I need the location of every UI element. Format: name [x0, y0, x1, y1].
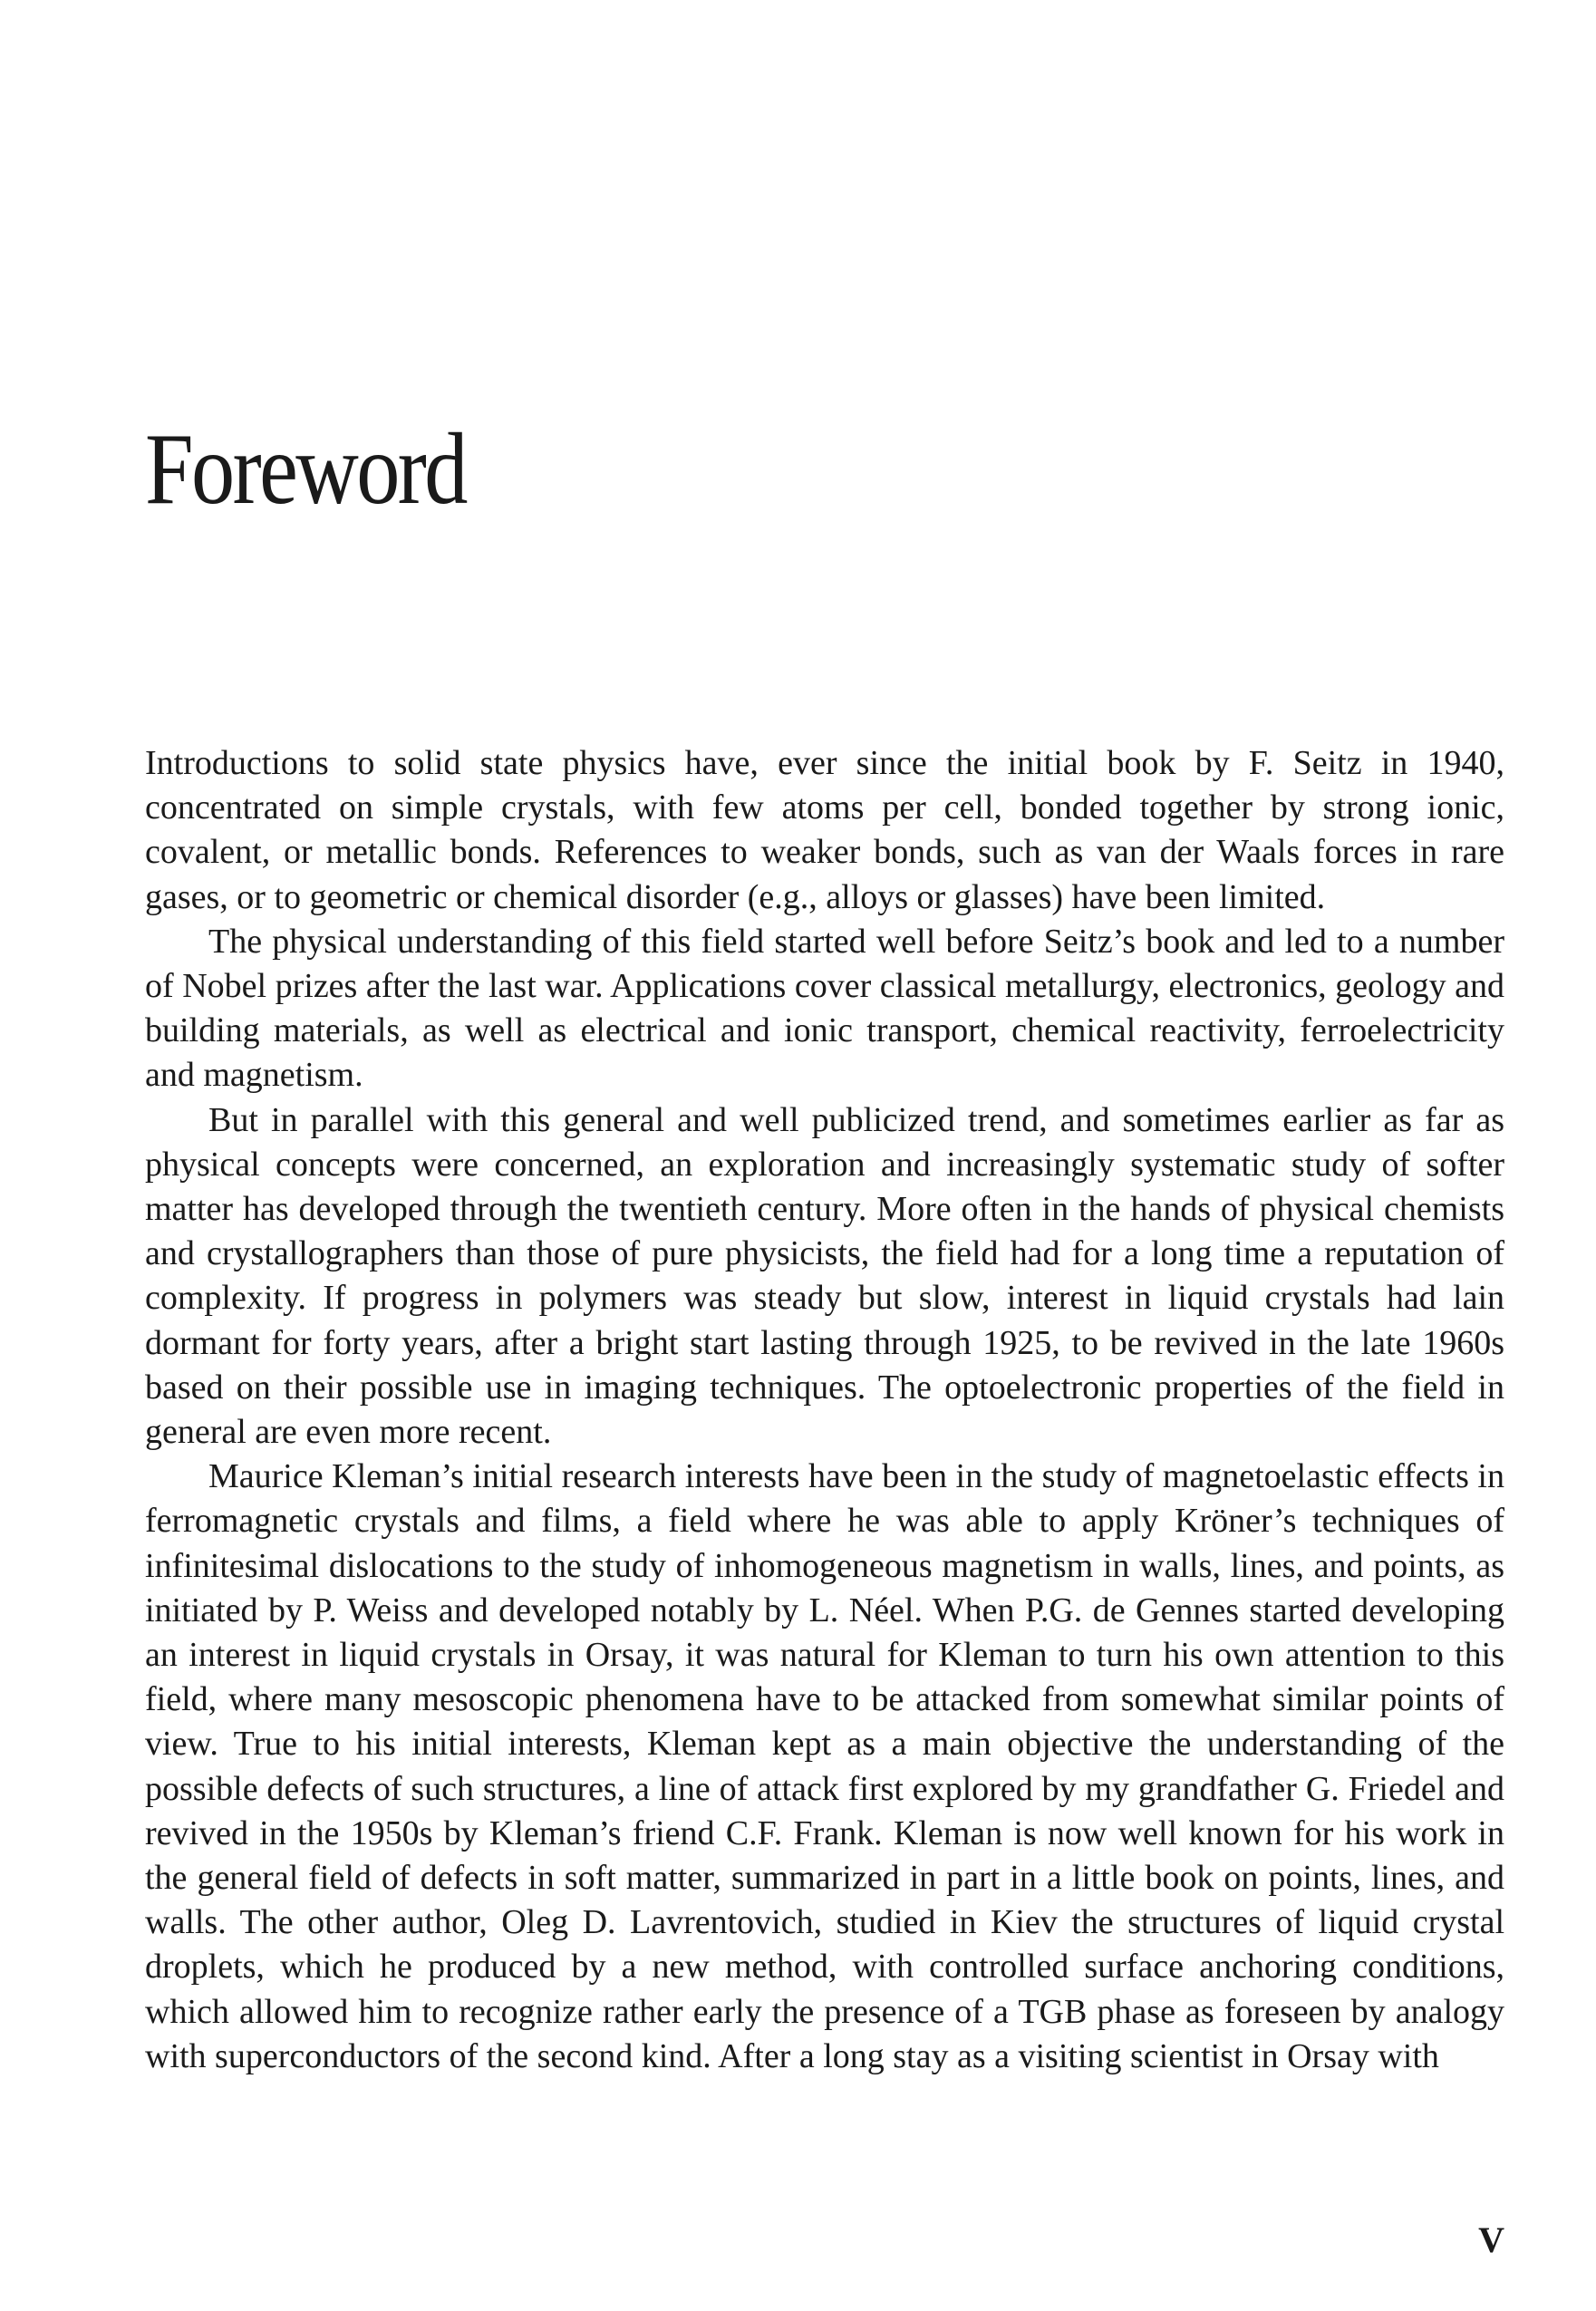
body-text [145, 741, 1504, 2079]
paragraph-4: Maurice Kleman’s initial research interests have been in the study of magnetoelastic effects in ferromagnetic crystals and films, a field where he was able to apply Kröner’s techniques of infinitesimal dislocations to the study of inhomogeneous magnetism in walls, lines, and points, as initiated by P. Weiss and developed notably by L. Néel. When P.G. de Gennes started developing an interest in liquid crystals in Orsay, it was natural for Kleman to turn his own attention to this field, where many mesoscopic phenomena have to be attacked from somewhat similar points of view. True to his initial interests, Kleman kept as a main objective the understanding of the possible defects of such structures, a line of attack first explored by my grandfather G. Friedel and revived in the 1950s by Kleman’s friend C.F. Frank. Kleman is now well known for his work in the general field of defects in soft matter, summarized in part in a little book on points, lines, and walls. The other author, Oleg D. Lavrentovich, studied in Kiev the structures of liquid crystal droplets, which he produced by a new method, with controlled surface anchoring conditions, which allowed him to recognize rather early the presence of a TGB phase as foreseen by analogy with superconductors of the second kind. After a long stay as a visiting scientist in Orsay with [145, 1457, 1504, 2075]
page-number: V [1478, 2219, 1504, 2260]
paragraph-3: But in parallel with this general and well publicized trend, and sometimes earlier as far as physical concepts were concerned, an exploration and increasingly systematic study of softer matter has developed through the twentieth century. More often in the hands of physical chemists and crystallographers than those of pure physicists, the field had for a long time a reputation of complexity. If progress in polymers was steady but slow, interest in liquid crystals had lain dormant for forty years, after a bright start lasting through 1925, to be revived in the late 1960s based on their possible use in imaging techniques. The optoelectronic properties of the field in general are even more recent. [145, 1100, 1504, 1452]
paragraph-2: The physical understanding of this field started well before Seitz’s book and led to a number of Nobel prizes after the last war. Applications cover classical metallurgy, electronics, geology and building materials, as well as electrical and ionic transport, chemical reactivity, ferroelectricity and magnetism. [145, 922, 1504, 1095]
paragraph-1: Introductions to solid state physics have, ever since the initial book by F. Seitz in 1940, concentrated on simple crystals, with few atoms per cell, bonded together by strong ionic, covalent, or metallic bonds. References to weaker bonds, such as van der Waals forces in rare gases, or to geometric or chemical disorder (e.g., alloys or glasses) have been limited. [145, 744, 1504, 916]
page-title: Foreword [145, 413, 466, 526]
